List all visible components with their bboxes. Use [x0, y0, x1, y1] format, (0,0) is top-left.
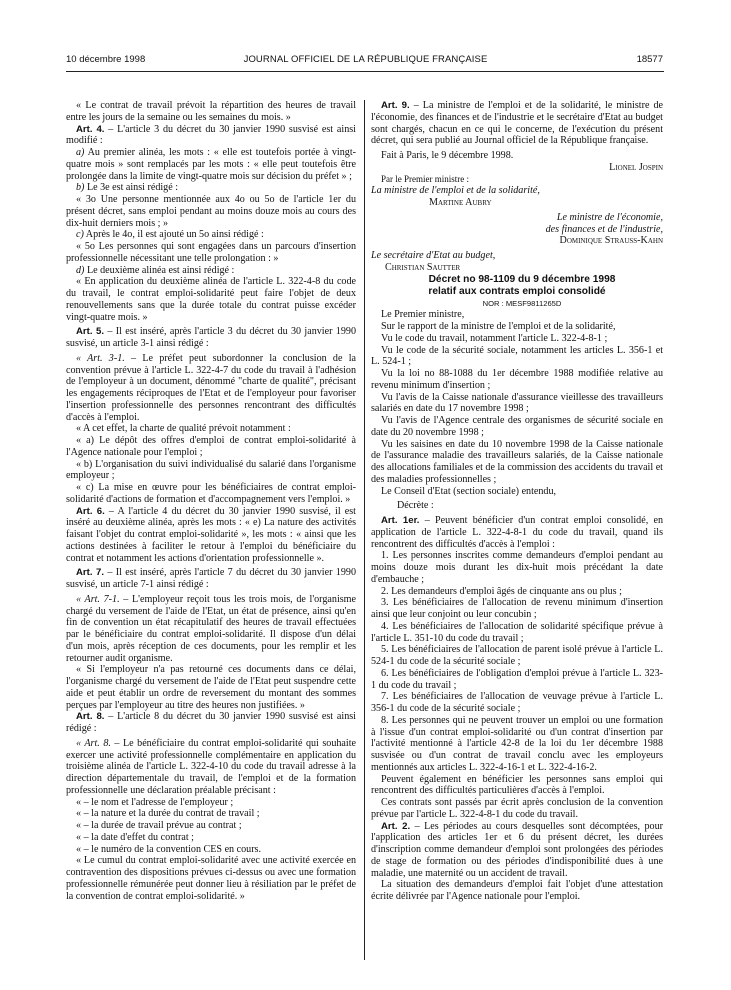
- minister-name: Dominique Strauss-Kahn: [559, 235, 663, 247]
- paragraph: « b) L'organisation du suivi individualisé du salarié dans l'organisme employeur ;: [66, 458, 356, 482]
- paragraph: Ces contrats sont passés par écrit après conclusion de la convention prévue par l'article L. 322-4-8-1 du code du travail.: [371, 797, 663, 820]
- article-label: Art. 7.: [76, 567, 105, 579]
- list-item: « – la durée de travail prévue au contrat ;: [76, 820, 242, 831]
- article-8: Art. 8. – L'article 8 du décret du 30 janvier 1990 susvisé est ainsi rédigé :: [66, 711, 356, 734]
- paragraph: « Art. 7-1. – L'employeur reçoit tous les trois mois, de l'organisme chargé du versement de l'aide de l'Etat, un état de présence, ainsi qu'en fin de convention un état récapitulatif des heures de travail effectuées par le bénéficiaire du contrat emploi-solidarité. Il dispose d'un délai d'un mois, après réception de ces documents, pour les remplir et les retourner audit organisme.: [66, 593, 357, 664]
- paragraph: « c) La mise en œuvre pour les bénéficiaires de contrat emploi-solidarité d'actions de formation et d'accompagnement vers l'emploi. »: [66, 482, 356, 505]
- article-5: Art. 5. – Il est inséré, après l'article 3 du décret du 30 janvier 1990 susvisé, un article 3-1 ainsi rédigé :: [66, 326, 356, 349]
- list-item: « – le nom et l'adresse de l'employeur ;: [76, 796, 234, 808]
- article-9: Art. 9. – La ministre de l'emploi et de la solidarité, le ministre de l'économie, des finances et de l'industrie et le secrétaire d'Etat au budget sont chargés, chacun en ce qui le concerne, de l'exécution du présent décret, qui sera publié au Journal officiel de la République française.: [371, 100, 663, 147]
- header-page-number: 18577: [636, 54, 663, 65]
- paragraph: Vu le code de la sécurité sociale, notamment les articles L. 356-1 et L. 524-1 ;: [371, 344, 663, 368]
- paragraph: Sur le rapport de la ministre de l'emploi et de la solidarité,: [381, 321, 616, 332]
- minister-name: Martine Aubry: [429, 197, 492, 208]
- paragraph: « A cet effet, la charte de qualité prévoit notamment :: [76, 423, 291, 435]
- minister-title: La ministre de l'emploi et de la solidarité,: [371, 185, 540, 197]
- paragraph: La situation des demandeurs d'emploi fait l'objet d'une attestation écrite délivrée par l'Agence nationale pour l'emploi.: [371, 879, 663, 902]
- article-label: Art. 6.: [76, 505, 105, 517]
- article-4: Art. 4. – L'article 3 du décret du 30 janvier 1990 susvisé est ainsi modifié :: [66, 123, 356, 147]
- article-label: Art. 5.: [76, 326, 105, 338]
- minister-title: des finances et de l'industrie,: [545, 223, 663, 235]
- list-item: 4. Les bénéficiaires de l'allocation de solidarité spécifique prévue à l'article L. 351-10 du code du travail ;: [371, 620, 663, 644]
- nor-reference: NOR : MESF9811265D: [482, 298, 562, 308]
- list-item: « – la date d'effet du contrat ;: [76, 831, 194, 843]
- paragraph: « Le contrat de travail prévoit la répartition des heures de travail entre les jours de la semaine ou les semaines du mois. »: [66, 100, 356, 123]
- paragraph: « Si l'employeur n'a pas retourné ces documents dans ce délai, l'organisme chargé du versement de l'aide de l'Etat peut suspendre cette aide et peut établir un ordre de reversement du montant des sommes perçues par l'employeur au titre des heures non justifiées. »: [66, 664, 356, 711]
- article-label: Art. 1er.: [381, 515, 420, 526]
- list-item: « – le numéro de la convention CES en cours.: [76, 843, 262, 855]
- list-item: 5. Les bénéficiaires de l'allocation de parent isolé prévue à l'article L. 524-1 du code de la sécurité sociale ;: [371, 644, 663, 667]
- right-column: [371, 100, 663, 903]
- header-journal-title: JOURNAL OFFICIEL DE LA RÉPUBLIQUE FRANÇAISE: [243, 54, 488, 65]
- paragraph: d) Le deuxième alinéa est ainsi rédigé :: [76, 264, 235, 276]
- paragraph: « 5o Les personnes qui sont engagées dans un parcours d'insertion professionnelle nécessitant une telle prolongation : »: [66, 241, 356, 264]
- article-label: Art. 9.: [381, 100, 410, 111]
- paragraph: Vu l'avis de l'Agence centrale des organismes de sécurité sociale en date du 20 novembre 1998 ;: [371, 415, 663, 438]
- paragraph: b) Le 3e est ainsi rédigé :: [76, 182, 179, 194]
- paragraph: a) Au premier alinéa, les mots : « elle est toutefois portée à vingt-quatre mois » sont remplacés par les mots : « elle peut toutefois être prolongée dans la limite de vingt-quatre mois sur décision du préfet » ;: [66, 147, 356, 182]
- decrete-heading: Décrète :: [397, 500, 434, 512]
- article-2: Art. 2. – Les périodes au cours desquelles sont décomptées, pour l'application des articles 1er et 6 du présent décret, les durées d'inscription comme demandeur d'emploi sont prolongées des périodes de stage de formation ou des périodes d'indisponibilité dues à une maladie, une maternité ou un accident de travail.: [371, 820, 663, 879]
- list-item: 1. Les personnes inscrites comme demandeurs d'emploi pendant au moins douze mois durant les dix-huit mois précédant la date d'embauche ;: [371, 550, 663, 585]
- paragraph: « Art. 8. – Le bénéficiaire du contrat emploi-solidarité qui souhaite exercer une activité professionnelle complémentaire en application du troisième alinéa de l'article L. 322-4-10 du code du travail adresse à la direction départementale du travail, de l'emploi et de la formation professionnelle une déclaration préalable précisant :: [66, 737, 357, 796]
- header-rule: [66, 71, 664, 72]
- article-label: Art. 4.: [76, 123, 105, 135]
- article-6: Art. 6. – A l'article 4 du décret du 30 janvier 1990 susvisé, il est inséré au deuxième alinéa, après les mots : « e) La nature des activités faisant l'objet du contrat emploi-solidarité », les mots : « ainsi que les actions destinées à faciliter le retour à l'emploi du bénéficiaire du contrat et notamment les actions d'orientation professionnelle ».: [66, 505, 356, 564]
- left-column: [66, 100, 356, 902]
- signature-date: Fait à Paris, le 9 décembre 1998.: [381, 150, 514, 161]
- paragraph: Le Conseil d'Etat (section sociale) entendu,: [381, 485, 557, 497]
- article-1: Art. 1er. – Peuvent bénéficier d'un contrat emploi consolidé, en application de l'article L. 322-4-8-1 du code du travail, quand ils rencontrent des difficultés d'accès à l'emploi :: [371, 515, 663, 550]
- paragraph: « Le cumul du contrat emploi-solidarité avec une activité exercée en contravention des dispositions prévues ci-dessus ou avec une formation professionnelle rémunérée peut donner lieu à résiliation par le préfet de la convention de contrat emploi-solidarité. »: [66, 855, 356, 902]
- signatory-prime-minister: Lionel Jospin: [609, 161, 663, 173]
- paragraph: « 3o Une personne mentionnée aux 4o ou 5o de l'article 1er du présent décret, sans emploi pendant au moins douze mois au cours des dix-huit derniers mois ; »: [66, 194, 356, 229]
- article-7: Art. 7. – Il est inséré, après l'article 7 du décret du 30 janvier 1990 susvisé, un article 7-1 ainsi rédigé :: [66, 567, 356, 590]
- paragraph: « a) Le dépôt des offres d'emploi de contrat emploi-solidarité à l'Agence nationale pour l'emploi ;: [66, 435, 356, 458]
- decree-title: Décret no 98-1109 du 9 décembre 1998 relatif aux contrats emploi consolidé: [428, 273, 616, 297]
- article-label: Art. 2.: [381, 820, 411, 832]
- paragraph: Le Premier ministre,: [381, 309, 465, 321]
- list-item: 6. Les bénéficiaires de l'obligation d'emploi prévue à l'article L. 323-1 du code du travail ;: [371, 667, 663, 691]
- list-item: « – la nature et la durée du contrat de travail ;: [76, 808, 260, 820]
- paragraph: c) Après le 4o, il est ajouté un 5o ainsi rédigé :: [76, 229, 264, 241]
- minister-title: Le secrétaire d'Etat au budget,: [371, 250, 496, 261]
- list-item: 3. Les bénéficiaires de l'allocation de revenu minimum d'insertion ainsi que leur conjoint ou leur concubin ;: [371, 597, 663, 620]
- paragraph: Vu le code du travail, notamment l'article L. 322-4-8-1 ;: [381, 332, 608, 344]
- article-label: Art. 8.: [76, 711, 105, 723]
- minister-title: Le ministre de l'économie,: [556, 211, 663, 223]
- header-date: 10 décembre 1998: [66, 54, 146, 65]
- paragraph: Vu la loi no 88-1088 du 1er décembre 1988 modifiée relative au revenu minimum d'insertion ;: [371, 368, 663, 391]
- signature-by-line: Par le Premier ministre :: [381, 173, 469, 184]
- paragraph: « En application du deuxième alinéa de l'article L. 322-4-8 du code du travail, le contrat emploi-solidarité peut faire l'objet de deux renouvellements sans que la durée totale du contrat puisse excéder vingt-quatre mois. »: [66, 276, 356, 323]
- paragraph: Vu l'avis de la Caisse nationale d'assurance vieillesse des travailleurs salariés en date du 17 novembre 1998 ;: [371, 391, 663, 415]
- list-item: 2. Les demandeurs d'emploi âgés de cinquante ans ou plus ;: [381, 585, 622, 597]
- paragraph: « Art. 3-1. – Le préfet peut subordonner la conclusion de la convention prévue à l'article L. 322-4-7 du code du travail à l'adhésion de l'employeur à un document, dénommé "charte de qualité", précisant les engagements réciproques de l'Etat et de l'employeur pour favoriser l'insertion professionnelle des personnes rencontrant des difficultés d'accès à l'emploi.: [66, 352, 356, 423]
- list-item: 8. Les personnes qui ne peuvent trouver un emploi ou une formation à l'issue d'un contrat emploi-solidarité ou d'un contrat d'insertion par l'activité mentionné à l'article 42-8 de la loi du 1er décembre 1988 susvisée ou d'un contrat de travail conclu avec les employeurs mentionnés aux articles L. 322-4-16-1 et L. 322-4-16-2.: [371, 714, 663, 773]
- column-divider: [364, 100, 365, 960]
- minister-name: Christian Sautter: [385, 261, 461, 273]
- page-header: [0, 46, 731, 66]
- list-item: 7. Les bénéficiaires de l'allocation de veuvage prévue à l'article L. 356-1 du code de la sécurité sociale ;: [371, 691, 663, 714]
- paragraph: Peuvent également en bénéficier les personnes sans emploi qui rencontrent des difficultés particulières d'accès à l'emploi.: [371, 773, 663, 797]
- paragraph: Vu les saisines en date du 10 novembre 1998 de la Caisse nationale de l'assurance maladie des travailleurs salariés, de la Caisse nationale des allocations familiales et de la commission des accidents du travail et des maladies professionnelles ;: [371, 438, 663, 485]
